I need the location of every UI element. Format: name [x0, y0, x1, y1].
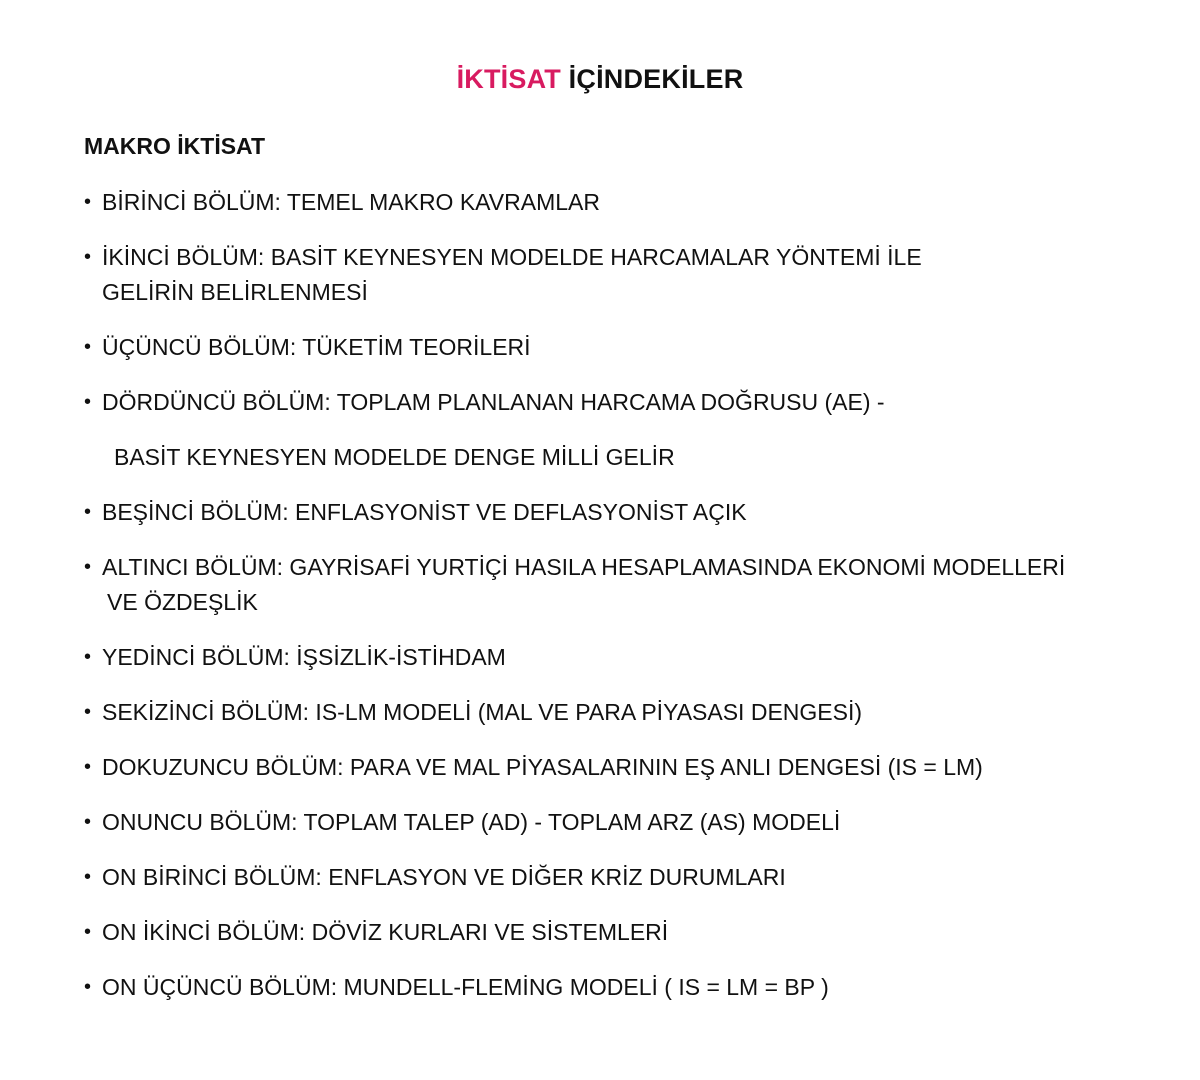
bullet-icon: • [84, 921, 92, 943]
toc-item-text-continued: GELİRİN BELİRLENMESİ [102, 279, 368, 305]
toc-item-text: ÜÇÜNCÜ BÖLÜM: TÜKETİM TEORİLERİ [102, 334, 531, 360]
bullet-icon: • [84, 501, 92, 523]
toc-item-13 [84, 970, 1144, 1005]
toc-item-text: DOKUZUNCU BÖLÜM: PARA VE MAL PİYASALARININ EŞ ANLI DENGESİ (IS = LM) [102, 754, 983, 780]
bullet-icon: • [84, 391, 92, 413]
toc-item-10 [84, 805, 1144, 840]
toc-item-text-continued: BASİT KEYNESYEN MODELDE DENGE MİLLİ GELİR [114, 444, 675, 470]
toc-item-text: İKİNCİ BÖLÜM: BASİT KEYNESYEN MODELDE HARCAMALAR YÖNTEMİ İLE [102, 244, 922, 270]
page-title-rest: İÇİNDEKİLER [560, 64, 744, 94]
toc-item-text: DÖRDÜNCÜ BÖLÜM: TOPLAM PLANLANAN HARCAMA DOĞRUSU (AE) - [102, 389, 885, 415]
toc-item-text: ON BİRİNCİ BÖLÜM: ENFLASYON VE DİĞER KRİZ DURUMLARI [102, 864, 786, 890]
toc-item-text: YEDİNCİ BÖLÜM: İŞSİZLİK-İSTİHDAM [102, 644, 506, 670]
toc-item-text: ON İKİNCİ BÖLÜM: DÖVİZ KURLARI VE SİSTEMLERİ [102, 919, 669, 945]
bullet-icon: • [84, 556, 92, 578]
bullet-icon: • [84, 701, 92, 723]
page-title [0, 64, 1200, 95]
toc-item-text: ONUNCU BÖLÜM: TOPLAM TALEP (AD) - TOPLAM ARZ (AS) MODELİ [102, 809, 841, 835]
bullet-icon: • [84, 191, 92, 213]
toc-item-text: BEŞİNCİ BÖLÜM: ENFLASYONİST VE DEFLASYONİST AÇIK [102, 499, 747, 525]
toc-item-4-continued [84, 440, 1144, 475]
toc-item-3 [84, 330, 1144, 365]
bullet-icon: • [84, 246, 92, 268]
bullet-icon: • [84, 976, 92, 998]
toc-item-12 [84, 915, 1144, 950]
toc-item-6 [84, 550, 1144, 620]
toc-item-text: ALTINCI BÖLÜM: GAYRİSAFİ YURTİÇİ HASILA HESAPLAMASINDA EKONOMİ MODELLERİ [102, 554, 1066, 580]
toc-item-text-continued: VE ÖZDEŞLİK [107, 589, 258, 615]
toc-item-text: SEKİZİNCİ BÖLÜM: IS-LM MODELİ (MAL VE PARA PİYASASI DENGESİ) [102, 699, 863, 725]
toc-item-4 [84, 385, 1144, 420]
toc-item-text: ON ÜÇÜNCÜ BÖLÜM: MUNDELL-FLEMİNG MODELİ ( IS = LM = BP ) [102, 974, 829, 1000]
toc-item-text: BİRİNCİ BÖLÜM: TEMEL MAKRO KAVRAMLAR [102, 189, 601, 215]
toc-item-8 [84, 695, 1144, 730]
toc-item-7 [84, 640, 1144, 675]
bullet-icon: • [84, 756, 92, 778]
bullet-icon: • [84, 811, 92, 833]
toc-item-1 [84, 185, 1144, 220]
toc-item-2 [84, 240, 1144, 310]
section-heading: MAKRO İKTİSAT [84, 133, 266, 159]
toc-item-9 [84, 750, 1144, 785]
page-title-accent: İKTİSAT [456, 64, 561, 94]
toc-item-11 [84, 860, 1144, 895]
bullet-icon: • [84, 646, 92, 668]
toc-item-5 [84, 495, 1144, 530]
bullet-icon: • [84, 336, 92, 358]
bullet-icon: • [84, 866, 92, 888]
